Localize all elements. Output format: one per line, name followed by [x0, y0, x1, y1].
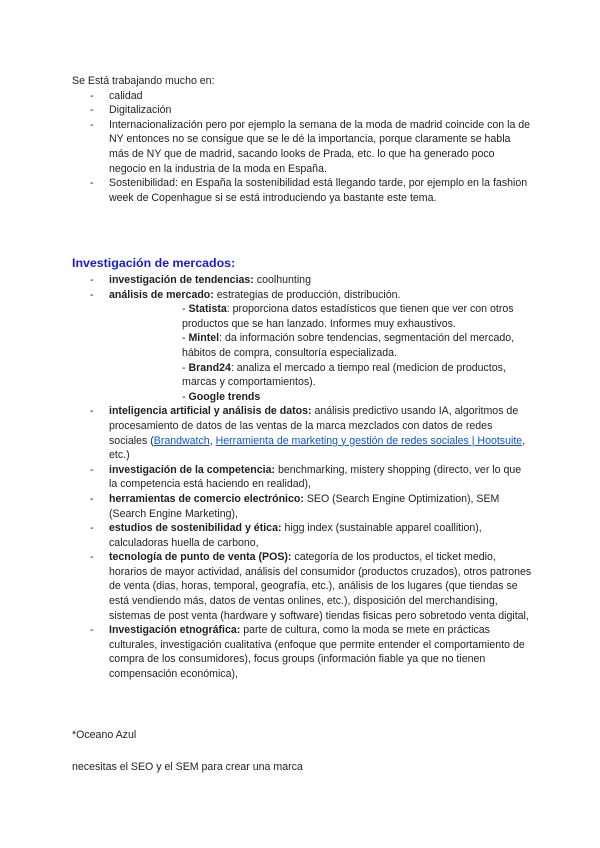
tool-prefix: -	[182, 361, 189, 374]
item-term: análisis de mercado:	[109, 288, 214, 301]
item-term: investigación de la competencia:	[109, 463, 276, 476]
bullet-dash: -	[90, 274, 94, 286]
list-item	[72, 89, 532, 104]
bullet-dash: -	[90, 177, 94, 190]
item-text: benchmarking, mistery shopping (directo, ver lo que la competencia está haciendo en realidad),	[109, 463, 522, 491]
bullet-dash: -	[90, 405, 94, 418]
tool-prefix: -	[182, 332, 189, 345]
bullet-dash: -	[90, 288, 94, 301]
item-term: herramientas de comercio electrónico:	[109, 492, 304, 505]
tool-prefix: -	[182, 390, 189, 403]
bullet-dash: -	[90, 89, 94, 102]
list-item-sustainability	[72, 521, 532, 550]
intro-section	[72, 74, 532, 205]
bullet-dash: -	[90, 624, 94, 637]
item-term: tecnología de punto de venta (POS):	[109, 551, 292, 564]
item-tail: , etc.)	[109, 434, 526, 462]
list-item-text: Internacionalización pero por ejemplo la semana de la moda de madrid coincide con la de NY entonces no se consigue que se le dé la importancia, porque claramente se habla más de NY que de madrid, sacando looks de Prada, etc. lo que ha generado poco negocio en la industria de la moda en España.	[109, 118, 531, 175]
list-item-text: Sostenibilidad: en España la sostenibilidad está llegando tarde, por ejemplo en la fashion week de Copenhague si se está introduciendo ya bastante este tema.	[109, 177, 528, 204]
tool-statista	[146, 302, 532, 331]
tool-google-trends	[146, 390, 532, 405]
link-separator: ,	[209, 434, 216, 447]
note-seo: necesitas el SEO y el SEM para crear una marca	[72, 761, 303, 773]
tool-name: Mintel	[188, 332, 220, 345]
research-list	[72, 273, 532, 682]
list-item-ai	[72, 404, 532, 462]
market-tools-list	[146, 302, 532, 404]
list-item-ecommerce	[72, 492, 532, 521]
item-text: categoría de los productos, el ticket medio, horarios de mayor actividad, análisis del consumidor (productos cruzados), otros patrones de venta (dias, horas, temporal, geografía, etc.), análisis de los lugares (que tiendas se está vendiendo más, datos de ventas onlines, etc.), disposición del merchandising, sistemas de post venta (hardware y software) tiendas fisicas pero sobretodo venta digital,	[109, 551, 532, 622]
bullet-dash: -	[90, 492, 94, 505]
item-term: estudios de sostenibilidad y ética:	[109, 522, 282, 535]
list-item-text: calidad	[109, 89, 143, 102]
list-item	[72, 118, 532, 176]
list-item-market	[72, 288, 532, 405]
tool-name: Brand24	[188, 361, 231, 374]
hootsuite-link[interactable]: Herramienta de marketing y gestión de redes sociales | Hootsuite	[215, 434, 523, 447]
item-text: estrategias de producción, distribución.	[213, 288, 401, 301]
tool-name: Google trends	[188, 390, 261, 403]
tool-mintel	[146, 331, 532, 360]
tool-text: : da información sobre tendencias, segmentación del mercado, hábitos de compra, consultoría especializada.	[182, 332, 515, 359]
list-item-trends	[72, 273, 532, 288]
tool-text: : proporciona datos estadísticos que tienen que ver con otros productos que se han lanzado. Informes muy exhaustivos.	[182, 303, 514, 330]
item-text: SEO (Search Engine Optimization), SEM (Search Engine Marketing),	[109, 492, 500, 520]
tool-brand24	[146, 361, 532, 390]
research-section	[72, 273, 532, 682]
bullet-dash: -	[90, 104, 94, 117]
bullet-dash: -	[90, 551, 94, 564]
item-term: Investigación etnográfica:	[109, 624, 241, 637]
list-item-pos	[72, 550, 532, 623]
list-item-text: Digitalización	[109, 104, 172, 117]
brandwatch-link[interactable]: Brandwatch	[153, 434, 210, 447]
list-item-competition	[72, 463, 532, 492]
intro-list	[72, 89, 532, 206]
item-text: coolhunting	[253, 274, 311, 286]
item-text: higg index (sustainable apparel coallition), calculadoras huella de carbono,	[109, 522, 482, 549]
note-ocean: *Oceano Azul	[72, 729, 137, 741]
list-item	[72, 103, 532, 118]
bullet-dash: -	[90, 522, 94, 535]
item-text: análisis predictivo usando IA, algoritmos de procesamiento de datos de las ventas de la marca mezclados con datos de redes sociales (	[109, 405, 519, 447]
list-item-ethnographic	[72, 623, 532, 681]
tool-text: : analiza el mercado a tiempo real (medicion de productos, marcas y comportamientos).	[182, 361, 506, 389]
item-term: inteligencia artificial y análisis de datos:	[109, 405, 312, 418]
bullet-dash: -	[90, 118, 94, 131]
tool-prefix: -	[182, 303, 189, 316]
item-text: parte de cultura, como la moda se mete en prácticas culturales, investigación cualitativa (enfoque que permite entender el comportamiento de compra de los consumidores), focus groups (información fiable ya que no tienen compensación económica),	[109, 624, 525, 681]
item-term: investigación de tendencias:	[109, 274, 254, 286]
section-heading: Investigación de mercados:	[72, 256, 236, 270]
tool-name: Statista	[188, 303, 227, 316]
bullet-dash: -	[90, 463, 94, 476]
intro-lead: Se Está trabajando mucho en:	[72, 75, 215, 87]
list-item	[72, 176, 532, 205]
